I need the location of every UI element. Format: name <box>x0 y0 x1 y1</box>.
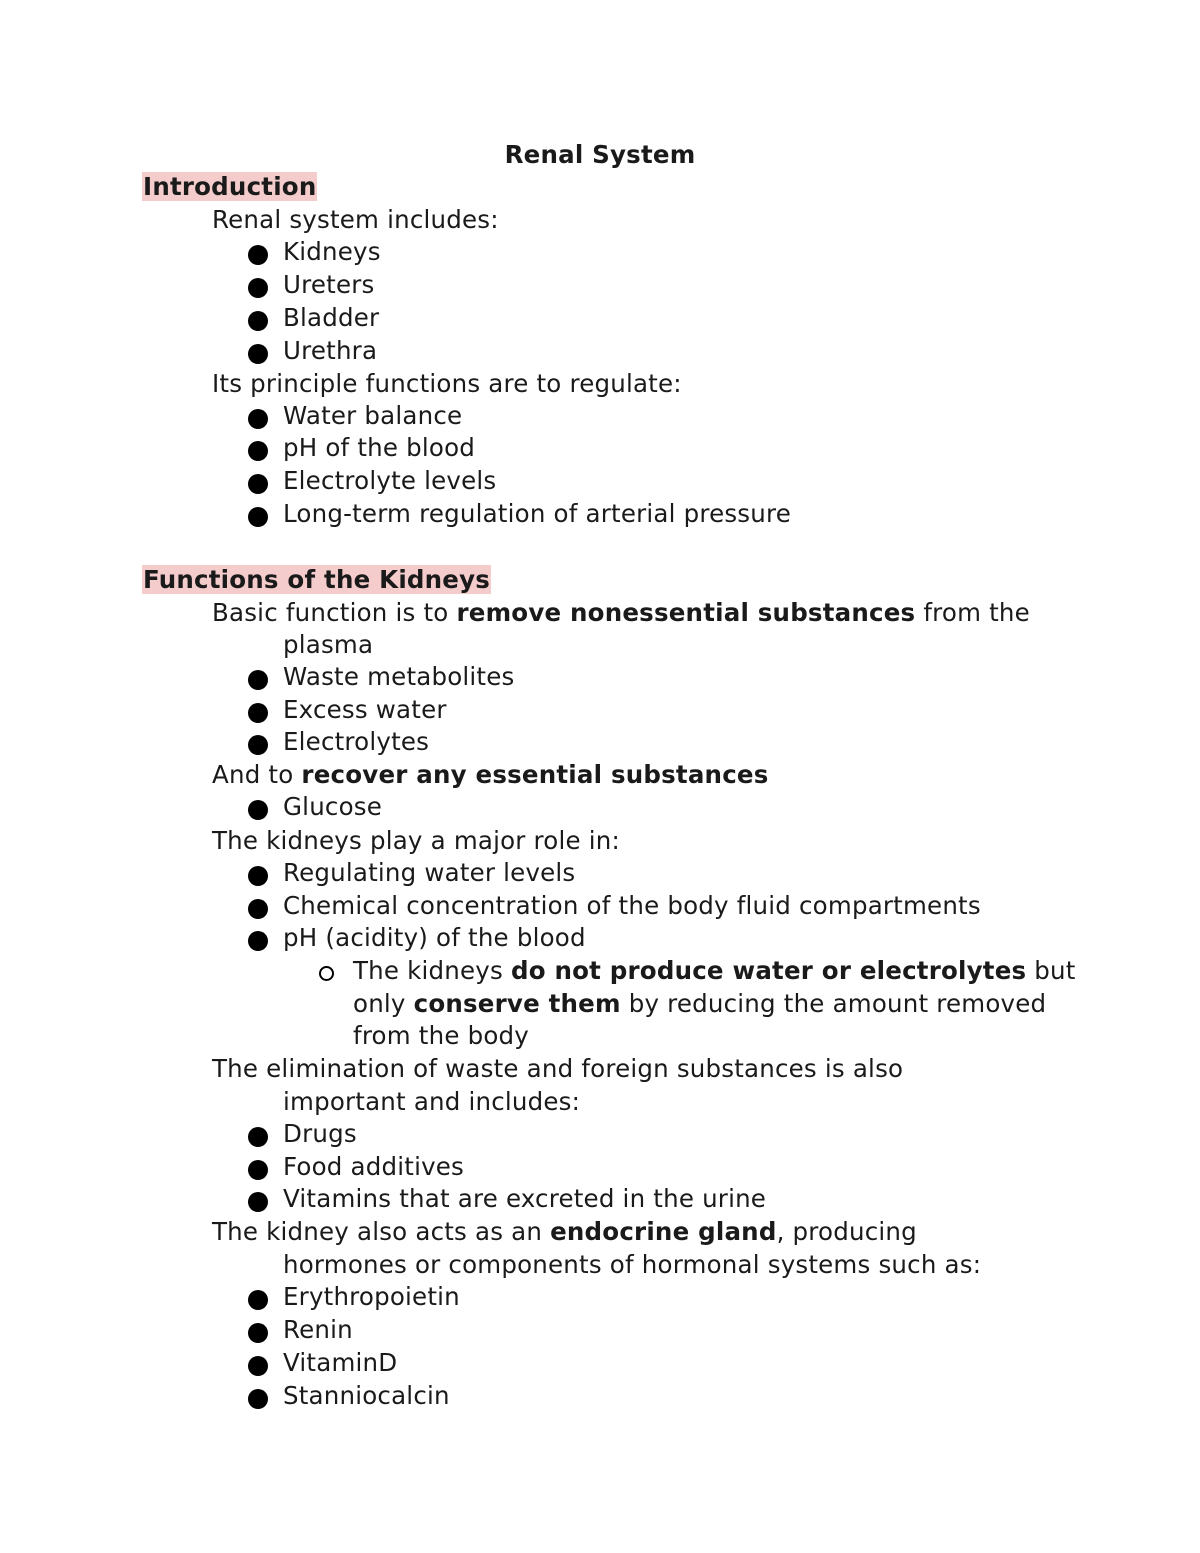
bullet-icon <box>248 441 268 461</box>
text-span: The kidney also acts as an <box>212 1217 551 1246</box>
bullet-icon <box>248 866 268 886</box>
list-item: pH (acidity) of the blood <box>283 923 586 952</box>
list-item: pH of the blood <box>283 433 476 462</box>
bullet-icon <box>248 1323 268 1343</box>
role-line: The kidneys play a major role in: <box>212 826 620 855</box>
list-item: Electrolytes <box>283 727 430 756</box>
text-span: And to <box>212 760 302 789</box>
text-span: but <box>1026 956 1076 985</box>
bullet-icon <box>248 311 268 331</box>
list-item: Renin <box>283 1315 353 1344</box>
functions-intro-line: Its principle functions are to regulate: <box>212 369 682 398</box>
endocrine-line <box>212 1216 917 1248</box>
text-span: The kidneys <box>353 956 511 985</box>
heading-text: Introduction <box>143 172 317 201</box>
heading-text: Functions of the Kidneys <box>143 565 491 594</box>
elimination-continuation: important and includes: <box>283 1087 581 1116</box>
bullet-icon <box>248 735 268 755</box>
sub-bullet-icon <box>319 966 334 981</box>
bold-span: conserve them <box>413 989 621 1018</box>
basic-function-line <box>212 597 1030 629</box>
bullet-icon <box>248 703 268 723</box>
list-item: Urethra <box>283 336 378 365</box>
list-item: Long-term regulation of arterial pressure <box>283 499 792 528</box>
basic-function-continuation: plasma <box>283 630 374 659</box>
list-item: VitaminD <box>283 1348 398 1377</box>
list-item: Chemical concentration of the body fluid compartments <box>283 891 981 920</box>
endocrine-continuation: hormones or components of hormonal systems such as: <box>283 1250 982 1279</box>
section-heading-introduction <box>142 171 317 203</box>
list-item: Ureters <box>283 270 375 299</box>
bold-span: endocrine gland <box>550 1217 777 1246</box>
list-item: Drugs <box>283 1119 357 1148</box>
bullet-icon <box>248 278 268 298</box>
list-item: Food additives <box>283 1152 465 1181</box>
bullet-icon <box>248 1127 268 1147</box>
bullet-icon <box>248 800 268 820</box>
list-item: Erythropoietin <box>283 1282 460 1311</box>
text-span: only <box>353 989 414 1018</box>
bullet-icon <box>248 409 268 429</box>
list-item: Kidneys <box>283 237 381 266</box>
list-item: Waste metabolites <box>283 662 515 691</box>
list-item: Vitamins that are excreted in the urine <box>283 1184 767 1213</box>
list-item: Bladder <box>283 303 380 332</box>
text-span: by reducing the amount removed <box>620 989 1047 1018</box>
bullet-icon <box>248 670 268 690</box>
bullet-icon <box>248 1389 268 1409</box>
bullet-icon <box>248 1160 268 1180</box>
bold-span: recover any essential substances <box>301 760 769 789</box>
list-item: Glucose <box>283 792 383 821</box>
bullet-icon <box>248 1290 268 1310</box>
page-title: Renal System <box>504 140 696 169</box>
section-heading-functions <box>142 564 491 596</box>
bullet-icon <box>248 899 268 919</box>
text-span: , producing <box>776 1217 917 1246</box>
bullet-icon <box>248 1356 268 1376</box>
intro-line: Renal system includes: <box>212 205 499 234</box>
bullet-icon <box>248 507 268 527</box>
list-item: Electrolyte levels <box>283 466 497 495</box>
bold-span: remove nonessential substances <box>456 598 916 627</box>
bold-span: do not produce water or electrolytes <box>510 956 1027 985</box>
recover-line <box>212 759 769 791</box>
sub-item-line <box>353 988 1046 1020</box>
elimination-line: The elimination of waste and foreign substances is also <box>212 1054 904 1083</box>
bullet-icon <box>248 245 268 265</box>
text-span: from the <box>915 598 1030 627</box>
sub-item-line <box>353 955 1076 987</box>
text-span: Basic function is to <box>212 598 457 627</box>
list-item: Regulating water levels <box>283 858 576 887</box>
list-item: Water balance <box>283 401 463 430</box>
bullet-icon <box>248 931 268 951</box>
bullet-icon <box>248 474 268 494</box>
list-item: Excess water <box>283 695 447 724</box>
bullet-icon <box>248 344 268 364</box>
bullet-icon <box>248 1192 268 1212</box>
sub-item-line: from the body <box>353 1021 529 1050</box>
list-item: Stanniocalcin <box>283 1381 450 1410</box>
